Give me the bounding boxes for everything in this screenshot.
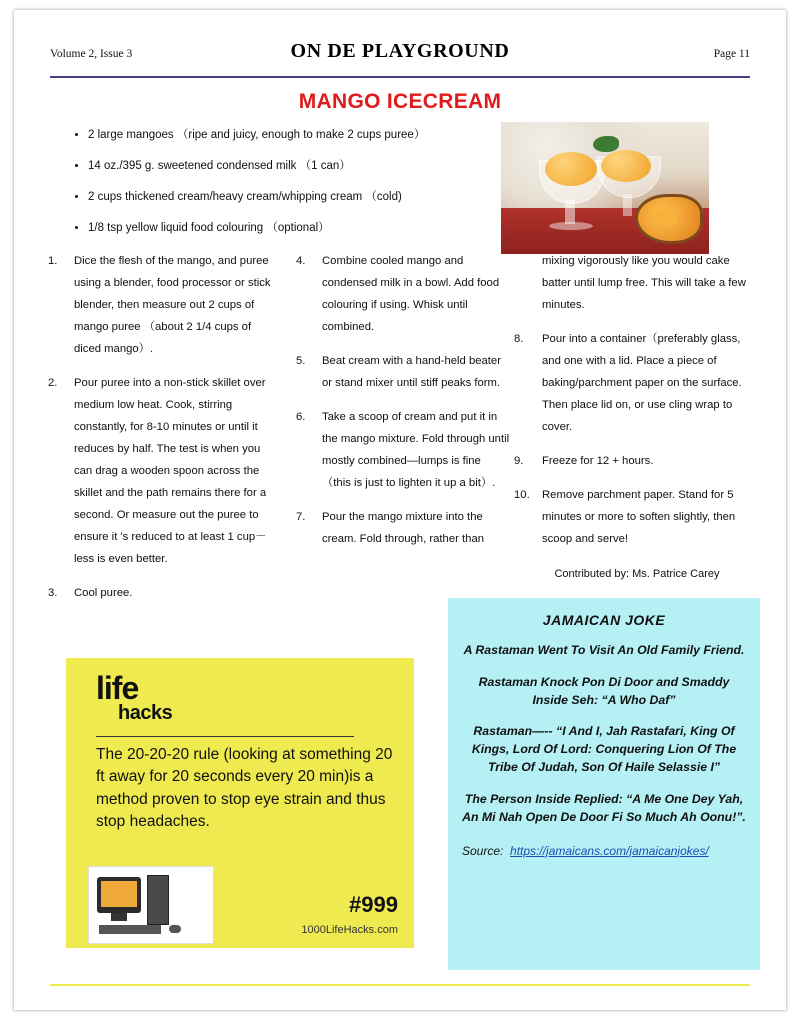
step-text: Pour the mango mixture into the cream. Fold through, rather than	[322, 511, 485, 546]
monitor-stand	[111, 913, 127, 921]
list-item: • 2 large mangoes （ripe and juicy, enough to make 2 cups puree）	[88, 128, 486, 143]
step-text: Cool puree.	[74, 587, 133, 600]
method-step	[296, 250, 512, 338]
mouse-shape	[169, 925, 181, 933]
photo-icecream-scoop-right	[601, 150, 651, 182]
page-number-label: Page 11	[713, 48, 750, 60]
step-text: Pour puree into a non-stick skillet over medium low heat. Cook, stirring constantly, for 8-10 minutes or until it reduces by half. The test is when you can drag a wooden spoon across the skillet and the path remains there for a second. Or measure out the puree to ensure it 's reduced to at least 1 cup－ less is even better.	[74, 377, 267, 566]
step-number: 2.	[48, 377, 58, 390]
joke-title: JAMAICAN JOKE	[542, 612, 666, 628]
step-number: 8.	[514, 333, 524, 346]
computer-icon	[88, 866, 214, 944]
computer-tower	[147, 875, 169, 925]
photo-icecream-scoop-left	[545, 152, 597, 186]
method-step	[296, 350, 512, 394]
life-hacks-divider	[96, 736, 354, 737]
step-number: 3.	[48, 587, 58, 600]
photo-mint-leaf	[593, 136, 619, 152]
newsletter-sheet	[14, 10, 786, 1010]
method-step-continuation	[514, 250, 760, 316]
method-step	[514, 450, 760, 472]
step-text: Pour into a container（preferably glass, and one with a lid. Place a piece of baking/parchment paper on the surface. Then place lid on, or use cling wrap to cover.	[542, 333, 742, 434]
method-step	[296, 506, 512, 550]
step-number: 7.	[296, 511, 306, 524]
method-column-2	[296, 250, 512, 562]
list-item: • 2 cups thickened cream/heavy cream/whipping cream （cold)	[88, 190, 486, 205]
step-text: Dice the flesh of the mango, and puree using a blender, food processor or stick blender, then measure out 2 cups of mango puree （about 2 1/4 cups of diced mango）.	[74, 255, 271, 356]
mango-icecream-photo	[501, 122, 709, 254]
method-column-1	[48, 250, 272, 616]
life-hacks-site: 1000LifeHacks.com	[301, 924, 398, 936]
step-number: 5.	[296, 355, 306, 368]
joke-line: Rastaman Knock Pon Di Door and Smaddy Inside Seh: “A Who Daf”	[478, 674, 730, 707]
joke-source	[462, 843, 760, 860]
monitor-screen	[101, 881, 137, 907]
method-step	[48, 582, 272, 604]
step-number: 4.	[296, 255, 306, 267]
footer-divider	[50, 984, 750, 986]
photo-glass-stem-right	[623, 194, 632, 216]
list-item: • 14 oz./395 g. sweetened condensed milk （1 can）	[88, 159, 486, 174]
joke-line: Rastaman—-- “I And I, Jah Rastafari, King Of Kings, Lord Of Lord: Conquering Lion Of The Tribe Of Judah, Son Of Haile Selassie I”	[471, 724, 737, 775]
step-text: Combine cooled mango and condensed milk in a bowl. Add food colouring if using. Whisk until combined.	[322, 255, 500, 334]
recipe-contributor: Contributed by: Ms. Patrice Carey	[554, 568, 720, 581]
step-number: 6.	[296, 411, 306, 424]
list-item: • 1/8 tsp yellow liquid food colouring （optional）	[88, 221, 486, 236]
masthead	[50, 40, 750, 76]
method-step	[514, 484, 760, 550]
step-number: 9.	[514, 455, 524, 468]
joke-source-link[interactable]: https://jamaicans.com/jamaicanjokes/	[510, 843, 709, 858]
volume-issue-label: Volume 2, Issue 3	[50, 48, 133, 60]
photo-glass-base	[549, 222, 593, 230]
method-step	[48, 372, 272, 570]
joke-source-label: Source:	[462, 843, 504, 858]
step-text: Remove parchment paper. Stand for 5 minutes or more to soften slightly, then scoop and serve!	[542, 489, 736, 546]
step-text: Freeze for 12 + hours.	[542, 455, 654, 468]
life-hacks-logo-line2: hacks	[118, 701, 173, 724]
life-hacks-logo	[96, 670, 173, 724]
header-divider	[50, 76, 750, 78]
life-hacks-hashtag: #999	[349, 892, 398, 917]
method-step	[48, 250, 272, 360]
photo-glass-stem-left	[565, 200, 575, 224]
method-step	[296, 406, 512, 494]
photo-mango-half	[635, 194, 703, 244]
keyboard-shape	[99, 925, 161, 934]
recipe-title: MANGO ICECREAM	[298, 90, 502, 113]
newsletter-title: ON DE PLAYGROUND	[290, 40, 510, 62]
step-number: 10.	[514, 489, 530, 502]
step-text: mixing vigorously like you would cake batter until lump free. This will take a few minutes.	[542, 255, 746, 312]
step-text: Beat cream with a hand-held beater or stand mixer until stiff peaks form.	[322, 355, 501, 390]
step-number: 1.	[48, 255, 58, 267]
life-hacks-logo-line1: life	[96, 670, 139, 706]
joke-line: A Rastaman Went To Visit An Old Family Friend.	[463, 643, 745, 657]
joke-line: The Person Inside Replied: “A Me One Dey Yah, An Mi Nah Open De Door Fi So Much Ah Oonu!”.	[462, 791, 746, 824]
life-hacks-box	[66, 658, 414, 948]
ingredient-list	[66, 128, 486, 252]
step-text: Take a scoop of cream and put it in the mango mixture. Fold through until mostly combined—lumps is fine （this is just to lighten it up a bit）.	[322, 411, 510, 490]
life-hacks-text: The 20-20-20 rule (looking at something 20 ft away for 20 seconds every 20 min)is a method proven to stop eye strain and thus stop headaches.	[96, 746, 393, 831]
method-step	[514, 328, 760, 438]
method-column-3	[514, 250, 760, 581]
jamaican-joke-box	[448, 598, 760, 970]
